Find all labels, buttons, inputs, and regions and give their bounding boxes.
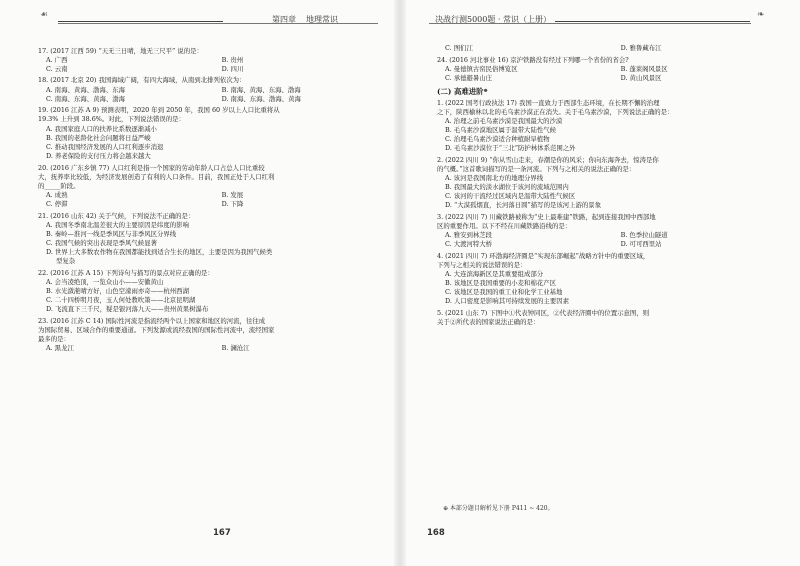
line-text: B. 我国的老龄化社会问题将日益严峻 xyxy=(46,133,151,142)
line-text: C. 推动我国经济发展的人口红利逐步消退 xyxy=(46,142,164,151)
answer-option-right: B. 贵州 xyxy=(221,55,244,64)
question-stem xyxy=(437,309,777,318)
text-line xyxy=(38,115,378,124)
question-stem xyxy=(38,47,378,56)
text-line xyxy=(437,165,777,174)
line-text: 18. (2017 北京 20) 我国海域广阔，有四大海域，从南到北排列依次为： xyxy=(38,76,246,85)
line-text: C. 图们江 xyxy=(445,44,473,52)
answer-option xyxy=(437,65,777,74)
line-text: 型复杂 xyxy=(56,257,76,266)
line-text: D. 飞流直下三千尺，疑是银河落九天——贵州黄果树瀑布 xyxy=(46,305,209,314)
answer-option xyxy=(38,134,378,143)
answer-option xyxy=(38,152,378,161)
question-stem xyxy=(437,213,777,222)
line-text: 最多的是： xyxy=(38,334,70,343)
line-text: 20. (2016 广东乡镇 77) 人口红利是指一个国家的劳动年龄人口占总人口比重较 xyxy=(38,163,265,172)
answer-option-right: B. 色季拉山隧道 xyxy=(620,231,668,240)
line-text: C. 我国气候的突出表现是季风气候显著 xyxy=(46,238,157,247)
line-text: C. 二十四桥明月夜，玉人何处教吹箫——北京昆明湖 xyxy=(46,296,196,304)
answer-option xyxy=(38,191,378,200)
answer-option-right: D. 可可西里站 xyxy=(620,240,662,249)
line-text: C. 该河的干流经过区域内是温带大陆性气候区 xyxy=(445,192,576,201)
answer-option xyxy=(437,135,777,144)
answer-option xyxy=(38,143,378,152)
line-text: 23. (2016 江苏 C 14) 国际性河流是指流经两个以上国家和地区的河流，往往成 xyxy=(38,316,266,325)
answer-option xyxy=(437,192,777,201)
answer-option xyxy=(38,65,378,74)
line-text: 的气概。”这首歌词描写的是一条河流。下列与之相关的说法正确的是： xyxy=(437,164,636,173)
answer-option xyxy=(437,279,777,288)
right-question-list xyxy=(437,44,777,327)
answer-option xyxy=(437,126,777,135)
answer-option xyxy=(38,296,378,305)
answer-option xyxy=(38,278,378,287)
answer-option-right: D. 黄山风景区 xyxy=(620,73,662,82)
answer-option xyxy=(38,200,378,209)
line-text: D. “大漠孤烟直，长河落日圆”描写的是该河上游的景象 xyxy=(445,201,602,210)
line-text: A. 大连滨海新区是其重要组成部分 xyxy=(445,270,544,279)
answer-option xyxy=(437,201,777,210)
answer-option-right: D. 南海、东海、渤海、黄海 xyxy=(221,94,301,103)
text-line xyxy=(38,173,378,182)
answer-option-right: B. 蓬莱阁风景区 xyxy=(620,64,668,73)
line-text: C. 云南 xyxy=(46,64,68,73)
line-text: C. 南海、东海、黄海、渤海 xyxy=(46,94,126,103)
line-text: 21. (2016 山东 42) 关于气候，下列说法不正确的是： xyxy=(38,211,195,220)
line-text: A. 广西 xyxy=(46,55,68,64)
line-text: A. 成熟 xyxy=(46,190,68,199)
answer-option xyxy=(38,56,378,65)
line-text: 2. (2022 四川 9) “你从雪山走来，春潮是你的风采；你向东海奔去，惊涛是你 xyxy=(437,155,659,164)
line-text: A. 南海、黄海、渤海、东海 xyxy=(46,85,125,94)
answer-option xyxy=(437,183,777,192)
left-header-title: 地理常识 xyxy=(306,15,338,24)
answer-option xyxy=(38,305,378,314)
line-text: A. 黑龙江 xyxy=(46,344,74,353)
left-page xyxy=(0,0,395,566)
line-text: D. 世界上大多数农作物在我国都能找到适合生长的地区，主要是因为我国气候类 xyxy=(46,247,273,256)
line-text: 区的重要作用。以下不经在川藏铁路沿线的是： xyxy=(437,222,572,231)
answer-option xyxy=(38,239,378,248)
line-text: D. 毛乌素沙漠位于“三北”防护林体系范围之外 xyxy=(445,144,576,153)
line-text: A. 曼德镇古窑民俗博览区 xyxy=(445,64,518,73)
text-line xyxy=(38,182,378,191)
line-text: B. 该地区是我国重要的小麦和棉花产区 xyxy=(445,279,557,288)
answer-option xyxy=(38,287,378,296)
header-rule-thin xyxy=(429,23,751,24)
question-stem xyxy=(38,212,378,221)
line-text: 关于②所代表的国家说法正确的是： xyxy=(437,318,540,327)
line-text: C. 停滞 xyxy=(46,199,68,208)
answer-option xyxy=(437,240,777,249)
bookmark-icon: ☙ xyxy=(40,10,49,20)
section-title: (二) 高难进阶⊕ xyxy=(437,86,488,96)
footnote: ⊕ 本部分题目解析见下册 P411 ~ 420。 xyxy=(443,505,554,512)
answer-option xyxy=(38,86,378,95)
answer-option-right: D. 下降 xyxy=(221,199,244,208)
question-stem xyxy=(437,156,777,165)
answer-option xyxy=(437,44,777,53)
header-rule xyxy=(58,21,223,22)
line-text: D. 养老保险的支付压力将会越来越大 xyxy=(46,151,151,160)
line-text: 大，抚养率比较低，为经济发展创造了有利的人口条件。目前，我国正处于人口红利 xyxy=(38,172,275,181)
question-stem xyxy=(38,269,378,278)
text-line xyxy=(437,261,777,270)
left-question-list xyxy=(38,44,378,353)
question-stem xyxy=(38,164,378,173)
line-text: 为国际贸易、区域合作的重要通道。下列发源或流经我国的国际性河流中，流经国家 xyxy=(38,325,275,334)
question-stem xyxy=(38,317,378,326)
line-text: B. 水光潋滟晴方好，山色空濛雨亦奇——杭州西湖 xyxy=(46,286,189,295)
line-text: A. 我国冬季南北温差很大的主要原因是纬度的影响 xyxy=(46,220,189,229)
line-text: 5. (2021 山东 7) 下图中①代表钟同区，②代表经济圈中的位置示意图，则 xyxy=(437,309,650,318)
answer-option xyxy=(38,95,378,104)
answer-option xyxy=(38,221,378,230)
line-text: A. 会当凌绝顶，一览众山小——安徽黄山 xyxy=(46,277,164,286)
line-text: 19. (2016 江苏 A 9) 预测表明，2020 年到 2050 年，我国 60 岁以上人口比重将从 xyxy=(38,106,280,115)
line-text: 3. (2022 四川 7) 川藏铁路被称为“史上最难建”铁路，起到连接我国中西部地 xyxy=(437,212,656,221)
line-text: 下列与之相关的说法错误的是： xyxy=(437,261,527,270)
line-text: C. 该地区是我国的重工业和化学工业基地 xyxy=(445,288,563,297)
question-stem xyxy=(437,99,777,108)
line-text: C. 承德避暑山庄 xyxy=(445,73,493,82)
right-header-title: 决战行测5000题 · 常识（上册） xyxy=(435,15,551,24)
line-text: 22. (2016 江苏 A 15) 下列诗句与描写的景点对应正确的是： xyxy=(38,268,214,277)
line-text: 的_____阶段。 xyxy=(38,181,80,190)
answer-option-right: B. 南海、黄海、东海、渤海 xyxy=(221,85,301,94)
text-line xyxy=(437,108,777,117)
answer-option xyxy=(38,344,378,353)
line-text: A. 我国家庭人口的扶养比系数逐渐减小 xyxy=(46,124,157,133)
answer-option xyxy=(437,270,777,279)
answer-option xyxy=(437,74,777,83)
answer-option xyxy=(437,117,777,126)
answer-option xyxy=(38,230,378,239)
line-text: B. 毛乌素沙漠地区属于温带大陆性气候 xyxy=(445,125,557,134)
left-header-chapter: 第四章 xyxy=(272,15,296,24)
line-text: 17. (2017 江西 59) “天无三日晴，地无三尺平” 说的是： xyxy=(38,46,203,55)
text-line xyxy=(38,326,378,335)
answer-option-right: D. 四川 xyxy=(221,64,244,73)
line-text: 之下，陕西榆林以北的毛乌素沙漠正在消失。关于毛乌素沙漠，下列说法正确的是： xyxy=(437,107,674,116)
answer-option-right: B. 发展 xyxy=(221,190,244,199)
answer-option-right: B. 澜沧江 xyxy=(221,344,250,353)
question-stem xyxy=(437,252,777,261)
right-page xyxy=(405,0,800,566)
line-text: D. 人口密度是影响其可持续发展的主要因素 xyxy=(445,297,569,306)
answer-option xyxy=(38,248,378,257)
text-line xyxy=(38,335,378,344)
answer-option xyxy=(437,174,777,183)
text-line xyxy=(437,318,777,327)
answer-option-right: D. 雅鲁藏布江 xyxy=(620,44,662,52)
line-text: C. 治理毛乌素沙漠适合种植耐旱植物 xyxy=(445,135,550,144)
answer-option xyxy=(38,125,378,134)
answer-option xyxy=(437,297,777,306)
line-text: A. 治理之前毛乌素沙漠是我国最大的沙漠 xyxy=(445,116,563,125)
answer-option xyxy=(437,144,777,153)
right-page-number: 168 xyxy=(427,528,445,538)
left-page-number: 167 xyxy=(213,528,231,538)
answer-option xyxy=(437,231,777,240)
line-text: 4. (2021 四川 7) 环渤海经济圈是“实现东部崛起”战略方针中的重要区域， xyxy=(437,251,650,260)
bookmark-icon: ❧ xyxy=(757,10,765,20)
line-text: 19.3% 上升到 38.6%。对此，下列说法错误的是： xyxy=(38,115,185,124)
line-text: A. 雅安到林芝段 xyxy=(445,231,493,240)
line-text: 1. (2022 国考行政执法 17) 我国一直致力于西部生态环境，在长期不懈的治理 xyxy=(437,98,660,107)
text-line xyxy=(437,222,777,231)
header-rule xyxy=(555,21,750,22)
line-text: B. 我国最大的淡水湖位于该河的流域范围内 xyxy=(445,183,569,192)
line-text: B. 秦岭—淮河一线是季风区与非季风区分界线 xyxy=(46,229,177,238)
header-rule-thin xyxy=(58,23,378,24)
text-line xyxy=(38,257,378,266)
line-text: A. 该河是我国南北方的地理分界线 xyxy=(445,174,544,182)
question-stem xyxy=(38,76,378,85)
line-text: 24. (2016 河北事业 16) 京沪铁路没有经过下列哪一个省份的省会? xyxy=(437,55,629,64)
question-stem xyxy=(437,56,777,65)
line-text: C. 大渡河特大桥 xyxy=(445,240,493,249)
